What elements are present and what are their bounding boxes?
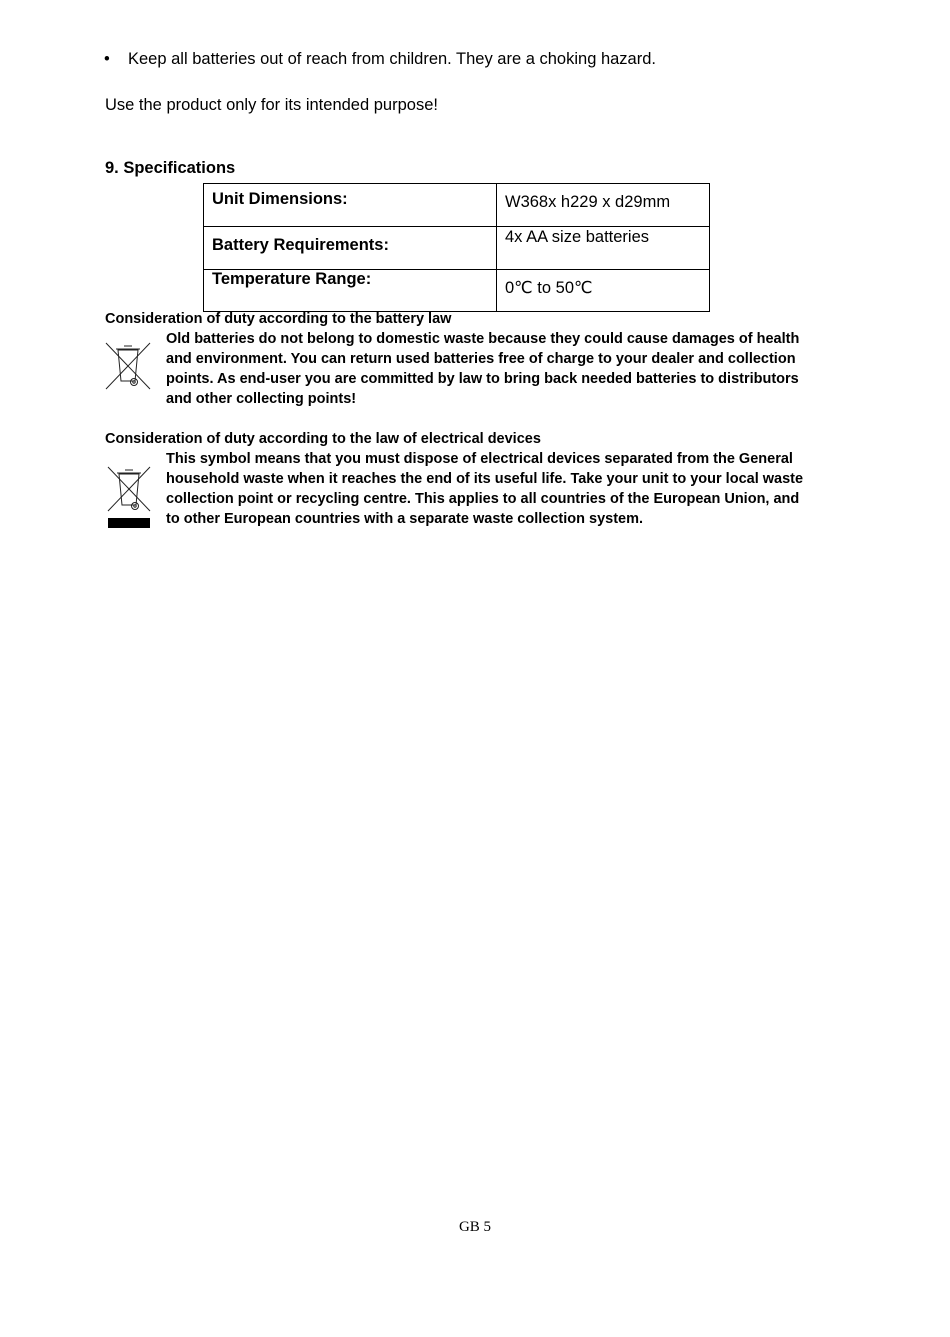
spec-label: Unit Dimensions:	[204, 184, 497, 227]
electrical-law-title: Consideration of duty according to the law of electrical devices	[105, 431, 541, 447]
bullet-text: Keep all batteries out of reach from children. They are a choking hazard.	[128, 50, 656, 68]
battery-law-body: Old batteries do not belong to domestic waste because they could cause damages of health and environment. You can return used batteries free of charge to your dealer and collection points. As end-user you are committed by law to bring back needed batteries to distributors and other collecting points!	[166, 331, 800, 408]
table-row	[204, 270, 710, 312]
page-number: GB 5	[458, 1219, 492, 1235]
battery-law-title: Consideration of duty according to the battery law	[105, 311, 452, 327]
electrical-law-body: This symbol means that you must dispose of electrical devices separated from the General household waste when it reaches the end of its useful life. Take your unit to your local waste collection point or recycling centre. This applies to all countries of the European Union, and to other European countries with a separate waste collection system.	[166, 451, 804, 528]
spec-label: Battery Requirements:	[204, 227, 497, 270]
spec-value: 0℃ to 50℃	[497, 270, 710, 312]
crossed-out-bin-icon	[104, 341, 152, 391]
weee-bin-icon	[106, 463, 152, 529]
intended-purpose-text: Use the product only for its intended purpose!	[105, 96, 438, 114]
bullet-icon: •	[104, 50, 110, 68]
specifications-table	[203, 183, 710, 312]
spec-value: 4x AA size batteries	[497, 227, 710, 270]
table-row	[204, 184, 710, 227]
specifications-title: 9. Specifications	[105, 159, 236, 177]
table-row	[204, 227, 710, 270]
spec-label: Temperature Range:	[204, 270, 497, 312]
spec-value: W368x h229 x d29mm	[497, 184, 710, 227]
battery-safety-bullet	[104, 49, 656, 69]
